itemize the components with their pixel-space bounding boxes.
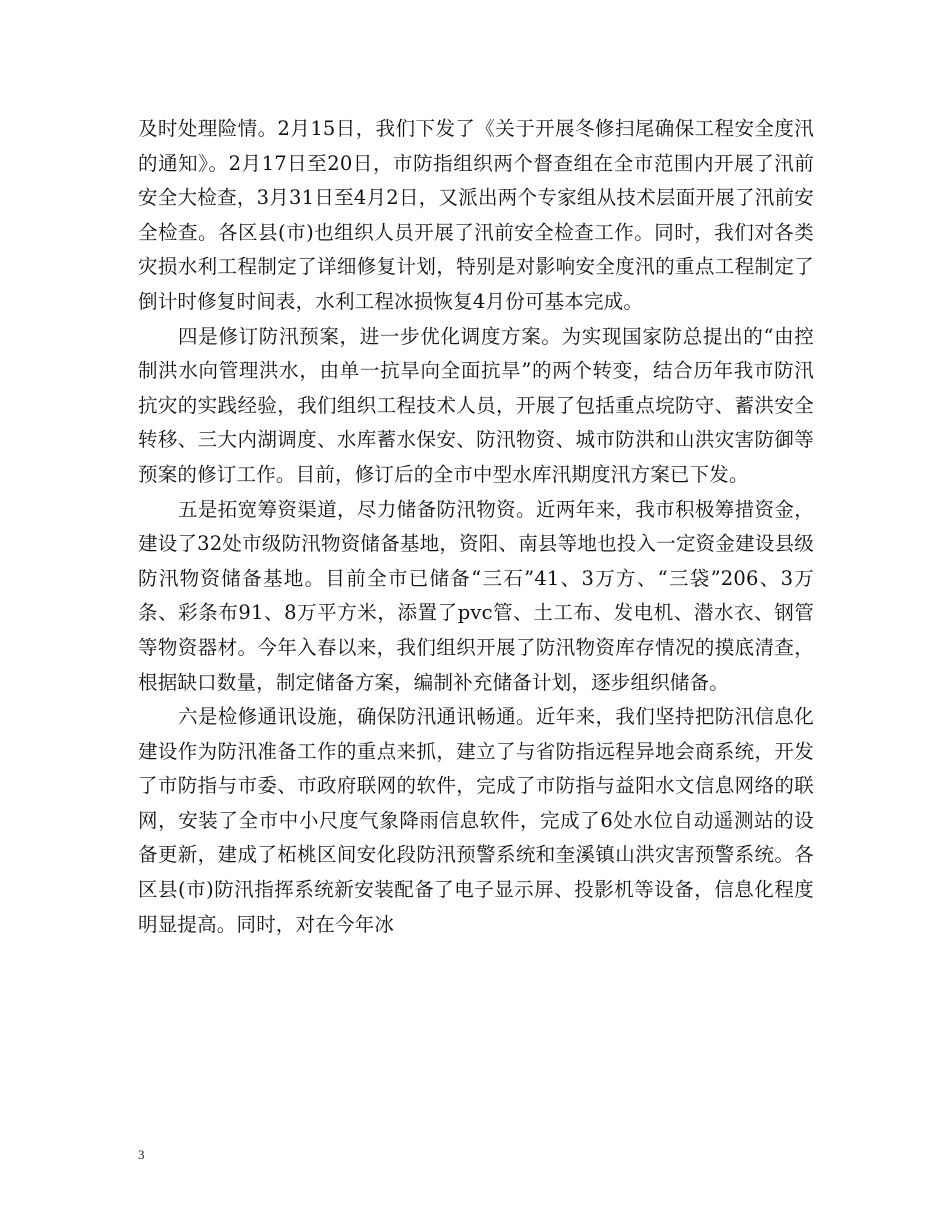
paragraph-4: 六是检修通讯设施，确保防汛通讯畅通。近年来，我们坚持把防汛信息化建设作为防汛准备工作的重点来抓，建立了与省防指远程异地会商系统，开发了市防指与市委、市政府联网的软件，完成了市防指与益阳水文信息网络的联网，安装了全市中小尺度气象降雨信息软件，完成了6处水位自动遥测站的设备更新，建成了柘桃区间安化段防汛预警系统和奎溪镇山洪灾害预警系统。各区县(市)防汛指挥系统新安装配备了电子显示屏、投影机等设备，信息化程度明显提高。同时，对在今年冰: [138, 705, 814, 936]
paragraph-3: 五是拓宽筹资渠道，尽力储备防汛物资。近两年来，我市积极筹措资金，建设了32处市级防汛物资储备基地，资阳、南县等地也投入一定资金建设县级防汛物资储备基地。目前全市已储备“三石”41、3万方、“三袋”206、3万条、彩条布91、8万平方米，添置了pvc管、土工布、发电机、潜水衣、钢管等物资器材。今年入春以来，我们组织开展了防汛物资库存情况的摸底清查，根据缺口数量，制定储备方案，编制补充储备计划，逐步组织储备。: [138, 497, 814, 694]
page-number: 3: [138, 1147, 145, 1162]
paragraph-1: 及时处理险情。2月15日，我们下发了《关于开展冬修扫尾确保工程安全度汛的通知》。2月17日至20日，市防指组织两个督查组在全市范围内开展了汛前安全大检查，3月31日至4月2日，又派出两个专家组从技术层面开展了汛前安全检查。各区县(市)也组织人员开展了汛前安全检查工作。同时，我们对各类灾损水利工程制定了详细修复计划，特别是对影响安全度汛的重点工程制定了倒计时修复时间表，水利工程冰损恢复4月份可基本完成。: [138, 117, 814, 313]
document-body: [138, 112, 814, 942]
paragraph-2: 四是修订防汛预案，进一步优化调度方案。为实现国家防总提出的“由控制洪水向管理洪水，由单一抗旱向全面抗旱”的两个转变，结合历年我市防汛抗灾的实践经验，我们组织工程技术人员，开展了包括重点垸防守、蓄洪安全转移、三大内湖调度、水库蓄水保安、防汛物资、城市防洪和山洪灾害防御等预案的修订工作。目前，修订后的全市中型水库汛期度汛方案已下发。: [138, 324, 814, 486]
